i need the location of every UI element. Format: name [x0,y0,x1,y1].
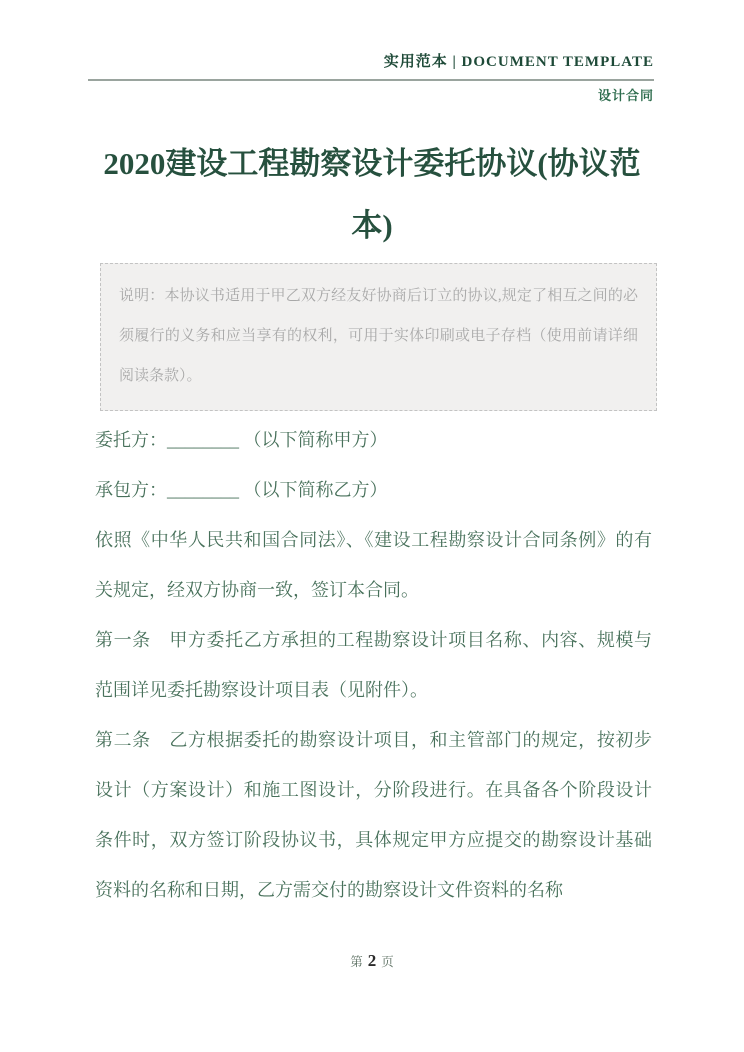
document-header [88,50,654,104]
party-a-line: 委托方：________ （以下简称甲方） [95,430,388,450]
footer-page-suffix: 页 [381,955,394,969]
intro-paragraph: 依照《中华人民共和国合同法》、《建设工程勘察设计合同条例》的有关规定，经双方协商一致，签订本合同。 [95,530,652,600]
brand-title: 实用范本 | DOCUMENT TEMPLATE [383,54,654,70]
article-1-paragraph: 第一条 甲方委托乙方承担的工程勘察设计项目名称、内容、规模与范围详见委托勘察设计项目表（见附件）。 [95,630,652,700]
document-body [95,415,652,915]
page-title: 2020建设工程勘察设计委托协议(协议范本) [103,146,641,243]
document-category: 设计合同 [597,88,654,103]
party-b-line: 承包方：________ （以下简称乙方） [95,480,388,500]
page-footer [0,946,744,977]
footer-page-prefix: 第 [350,955,363,969]
footer-page-number: 2 [367,951,377,970]
article-2-paragraph: 第二条 乙方根据委托的勘察设计项目，和主管部门的规定，按初步设计（方案设计）和施工图设计，分阶段进行。在具备各个阶段设计条件时，双方签订阶段协议书，具体规定甲方应提交的勘察设计基础资料的名称和日期，乙方需交付的勘察设计文件资料的名称 [95,730,652,900]
notice-box [100,263,657,411]
notice-text: 说明：本协议书适用于甲乙双方经友好协商后订立的协议,规定了相互之间的必须履行的义务和应当享有的权利，可用于实体印刷或电子存档（使用前请详细阅读条款）。 [119,288,638,384]
